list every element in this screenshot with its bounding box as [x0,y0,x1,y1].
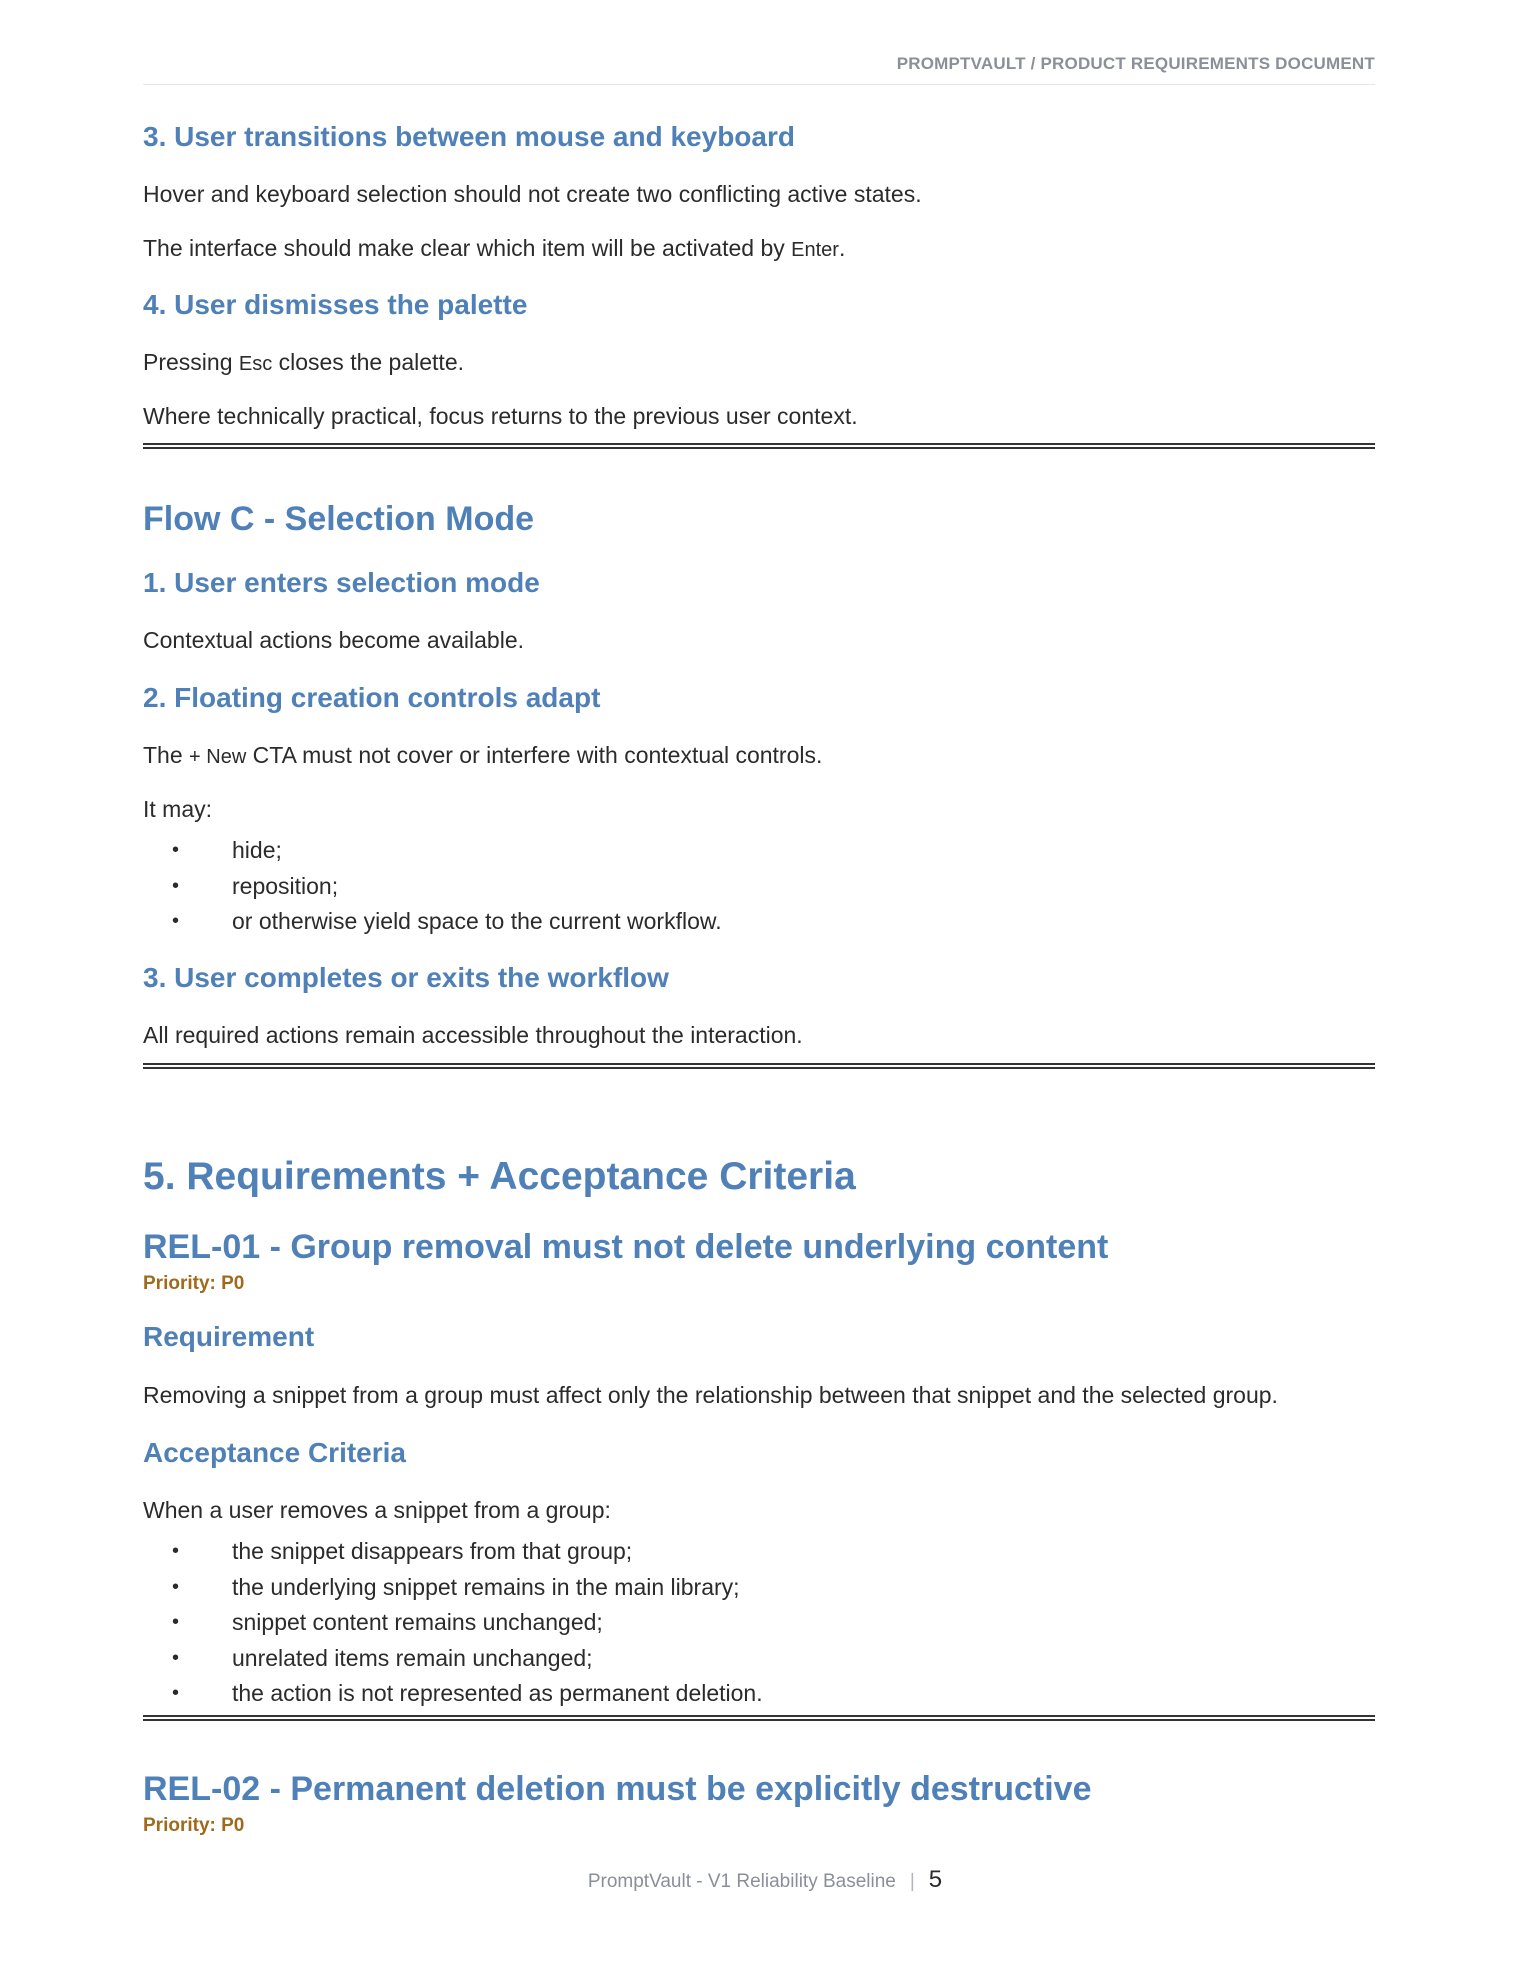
step-heading-floating-controls: 2. Floating creation controls adapt [143,682,601,713]
paragraph: Hover and keyboard selection should not create two conflicting active states. [143,181,922,207]
list-item-text: the underlying snippet remains in the main library; [232,1573,740,1600]
page-footer [0,1866,1530,1894]
bullet-icon: • [172,874,180,897]
running-header: PROMPTVAULT / PRODUCT REQUIREMENTS DOCUMENT [143,54,1375,85]
bullet-list [143,833,722,940]
bullet-list [143,1534,763,1712]
list-item [143,1605,763,1641]
text-segment: . [838,235,846,261]
step-heading-complete-workflow: 3. User completes or exits the workflow [143,962,669,993]
step-heading-mouse-keyboard: 3. User transitions between mouse and keyboard [143,121,795,152]
list-item-text: reposition; [232,872,339,899]
text-segment: CTA must not cover or interfere with contextual controls. [246,742,823,768]
paragraph [143,349,464,376]
list-item [143,869,722,905]
inline-key-esc: Esc [238,353,273,375]
text-segment: The interface should make clear which item will be activated by [143,235,792,261]
bullet-icon: • [172,1540,180,1562]
requirement-heading: Requirement [143,1321,315,1352]
list-item [143,1641,763,1677]
list-item-text: the snippet disappears from that group; [232,1538,633,1564]
paragraph: Removing a snippet from a group must affect only the relationship between that snippet and the selected group. [143,1382,1278,1408]
text-segment: Pressing [143,349,239,375]
footer-separator: | [909,1871,915,1892]
text-segment: closes the palette. [272,349,465,375]
list-item [143,833,722,869]
section-divider [143,1715,1375,1721]
section-divider [143,1063,1375,1069]
bullet-icon: • [172,1611,180,1633]
paragraph: Contextual actions become available. [143,627,525,653]
bullet-icon: • [172,1575,180,1598]
paragraph: Where technically practical, focus returns to the previous user context. [143,403,858,429]
bullet-icon: • [172,1646,180,1669]
list-item [143,1570,763,1606]
page-number: 5 [928,1866,943,1893]
rel-01-heading: REL-01 - Group removal must not delete underlying content [143,1228,1109,1266]
list-item-text: hide; [232,837,282,863]
list-item-text: unrelated items remain unchanged; [232,1644,593,1671]
text-segment: The [143,742,190,768]
priority-badge: Priority: P0 [143,1815,245,1836]
paragraph [143,742,822,769]
section-5-heading: 5. Requirements + Acceptance Criteria [143,1155,856,1198]
footer-doc-title: PromptVault - V1 Reliability Baseline [587,1871,896,1892]
step-heading-dismiss-palette: 4. User dismisses the palette [143,289,528,320]
acceptance-criteria-heading: Acceptance Criteria [143,1437,407,1468]
rel-02-heading: REL-02 - Permanent deletion must be explicitly destructive [143,1770,1092,1808]
paragraph: It may: [143,796,213,822]
list-item-text: or otherwise yield space to the current workflow. [232,908,722,934]
section-divider [143,443,1375,449]
paragraph: All required actions remain accessible throughout the interaction. [143,1022,803,1048]
list-item [143,1676,763,1712]
flow-c-heading: Flow C - Selection Mode [143,500,535,538]
step-heading-selection-mode: 1. User enters selection mode [143,567,540,598]
bullet-icon: • [172,1682,180,1704]
priority-badge: Priority: P0 [143,1273,245,1294]
list-item-text: the action is not represented as permanent deletion. [232,1680,763,1706]
inline-key-enter: Enter [791,239,839,261]
bullet-icon: • [172,839,180,861]
paragraph [143,235,845,262]
list-item [143,1534,763,1570]
paragraph: When a user removes a snippet from a group: [143,1497,611,1523]
inline-cta-new: + New [189,746,247,768]
list-item [143,904,722,940]
bullet-icon: • [172,910,180,932]
list-item-text: snippet content remains unchanged; [232,1609,603,1635]
